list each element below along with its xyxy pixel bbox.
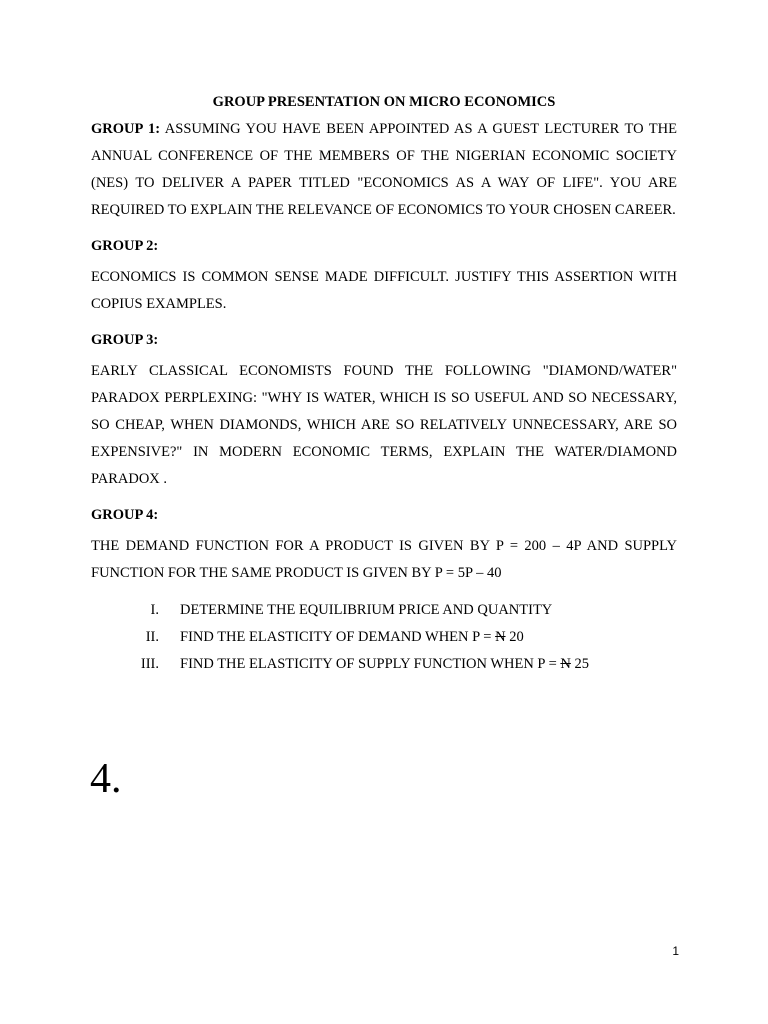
- list-item-amount: 20: [505, 629, 524, 645]
- document-body: [91, 92, 677, 678]
- list-item-text: DETERMINE THE EQUILIBRIUM PRICE AND QUANTITY: [180, 602, 553, 618]
- group-4-question-list: [91, 597, 677, 678]
- naira-symbol: N: [495, 629, 506, 645]
- list-item-text: FIND THE ELASTICITY OF SUPPLY FUNCTION WHEN P =: [180, 656, 561, 672]
- group-1-label: GROUP 1:: [91, 121, 161, 137]
- list-item: [91, 651, 677, 678]
- group-3-heading: GROUP 3:: [91, 332, 159, 348]
- group-1-text: ASSUMING YOU HAVE BEEN APPOINTED AS A GUEST LECTURER TO THE ANNUAL CONFERENCE OF THE MEMBERS OF THE NIGERIAN ECONOMIC SOCIETY (NES) TO DELIVER A PAPER TITLED "ECONOMICS AS A WAY OF LIFE". YOU ARE REQUIRED TO EXPLAIN THE RELEVANCE OF ECONOMICS TO YOUR CHOSEN CAREER.: [91, 121, 677, 218]
- list-item-amount: 25: [570, 656, 589, 672]
- group-2-heading: GROUP 2:: [91, 238, 159, 254]
- document-title: GROUP PRESENTATION ON MICRO ECONOMICS: [212, 94, 556, 110]
- list-item: [91, 597, 677, 624]
- list-item-number: III.: [140, 656, 159, 672]
- group-4-heading: GROUP 4:: [91, 507, 159, 523]
- page-number: 1: [672, 944, 679, 958]
- group-2-text: ECONOMICS IS COMMON SENSE MADE DIFFICULT. JUSTIFY THIS ASSERTION WITH COPIUS EXAMPLES.: [91, 269, 677, 312]
- group-4-text: THE DEMAND FUNCTION FOR A PRODUCT IS GIVEN BY P = 200 – 4P AND SUPPLY FUNCTION FOR THE SAME PRODUCT IS GIVEN BY P = 5P – 40: [91, 538, 677, 581]
- naira-symbol: N: [560, 656, 571, 672]
- group-3-text: EARLY CLASSICAL ECONOMISTS FOUND THE FOLLOWING "DIAMOND/WATER" PARADOX PERPLEXING: "WHY IS WATER, WHICH IS SO USEFUL AND SO NECESSARY, SO CHEAP, WHEN DIAMONDS, WHICH ARE SO RELATIVELY UNNECESSARY, ARE SO EXPENSIVE?" IN MODERN ECONOMIC TERMS, EXPLAIN THE WATER/DIAMOND PARADOX .: [91, 363, 677, 487]
- list-item-text: FIND THE ELASTICITY OF DEMAND WHEN P =: [180, 629, 496, 645]
- section-number: 4.: [90, 756, 122, 802]
- list-item-number: II.: [145, 629, 159, 645]
- group-1-paragraph: [91, 116, 677, 224]
- list-item-number: I.: [150, 602, 159, 618]
- list-item: [91, 624, 677, 651]
